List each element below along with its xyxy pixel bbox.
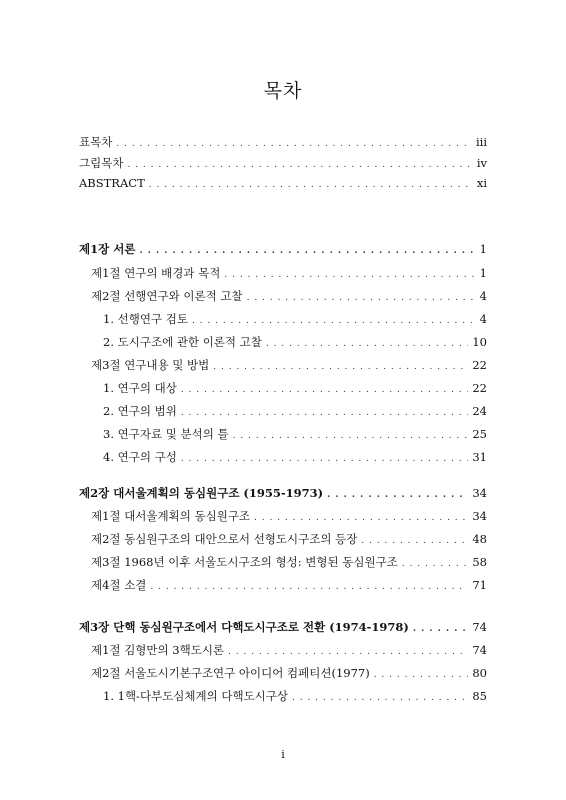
toc-label: 4. 연구의 구성 xyxy=(103,450,177,464)
page-number-footer: i xyxy=(281,748,285,761)
toc-page-number: ⅳ xyxy=(476,156,487,170)
toc-page-number: 22 xyxy=(472,381,487,395)
toc-label: 1. 선행연구 검토 xyxy=(103,312,188,326)
toc-entry-section[interactable] xyxy=(0,265,566,285)
toc-page-number: 34 xyxy=(472,486,487,500)
leader-dots xyxy=(361,536,468,546)
toc-entry-front-figures[interactable] xyxy=(0,155,566,175)
toc-page-number: 85 xyxy=(472,689,487,703)
leader-dots xyxy=(266,339,468,349)
toc-label: 1. 연구의 대상 xyxy=(103,381,177,395)
toc-page-number: 1 xyxy=(479,242,487,256)
toc-page-number: 1 xyxy=(479,266,487,280)
leader-dots xyxy=(224,270,475,280)
toc-page-number: 74 xyxy=(472,620,487,634)
toc-page-number: 74 xyxy=(472,643,487,657)
toc-entry-section[interactable] xyxy=(0,642,566,662)
toc-label: 2. 도시구조에 관한 이론적 고찰 xyxy=(103,335,262,349)
toc-label: ABSTRACT xyxy=(79,176,145,190)
toc-page-number: 34 xyxy=(472,509,487,523)
toc-label: 제2절 선행연구와 이론적 고찰 xyxy=(91,289,243,303)
toc-entry-subsection[interactable] xyxy=(0,403,566,423)
toc-entry-section[interactable] xyxy=(0,508,566,528)
toc-entry-subsection[interactable] xyxy=(0,688,566,708)
toc-entry-chapter-2[interactable] xyxy=(0,485,566,505)
toc-page-number: 80 xyxy=(472,666,487,680)
toc-label: 제1절 연구의 배경과 목적 xyxy=(91,266,221,280)
leader-dots xyxy=(247,293,476,303)
toc-page-number: ⅲ xyxy=(475,135,487,149)
toc-page-number: 24 xyxy=(472,404,487,418)
leader-dots xyxy=(254,513,468,523)
toc-entry-subsection[interactable] xyxy=(0,311,566,331)
toc-entry-chapter-3[interactable] xyxy=(0,619,566,639)
toc-entry-section[interactable] xyxy=(0,554,566,574)
toc-label: 표목차 xyxy=(79,135,113,149)
toc-entry-subsection[interactable] xyxy=(0,449,566,469)
toc-label: 제1절 대서울계획의 동심원구조 xyxy=(91,509,251,523)
leader-dots xyxy=(127,160,472,170)
toc-label: 제1장 서론 xyxy=(79,242,136,256)
toc-entry-section[interactable] xyxy=(0,665,566,685)
toc-label: 제3장 단핵 동심원구조에서 다핵도시구조로 전환 (1974-1978) xyxy=(79,620,409,634)
toc-entry-section[interactable] xyxy=(0,577,566,597)
leader-dots xyxy=(213,362,468,372)
toc-entry-section[interactable] xyxy=(0,531,566,551)
leader-dots xyxy=(116,139,472,149)
toc-page-number: 22 xyxy=(472,358,487,372)
toc-page-number: 4 xyxy=(479,289,487,303)
leader-dots xyxy=(228,647,468,657)
toc-entry-subsection[interactable] xyxy=(0,426,566,446)
toc-label: 제2절 서울도시기본구조연구 아이디어 컴페티션(1977) xyxy=(91,666,370,680)
toc-label: 제1절 김형만의 3핵도시론 xyxy=(91,643,225,657)
toc-page-number: 4 xyxy=(479,312,487,326)
leader-dots xyxy=(374,670,469,680)
toc-page-number: ⅹⅰ xyxy=(476,176,487,190)
leader-dots xyxy=(149,180,473,190)
page-title: 목차 xyxy=(263,80,303,102)
toc-label: 제4절 소결 xyxy=(91,578,147,592)
toc-entry-chapter-1[interactable] xyxy=(0,241,566,261)
toc-entry-subsection[interactable] xyxy=(0,334,566,354)
leader-dots xyxy=(139,246,475,256)
toc-page-number: 58 xyxy=(472,555,487,569)
toc-page-number: 31 xyxy=(472,450,487,464)
toc-label: 그림목차 xyxy=(79,156,124,170)
leader-dots xyxy=(233,431,469,441)
toc-label: 제3절 연구내용 및 방법 xyxy=(91,358,210,372)
toc-entry-section[interactable] xyxy=(0,357,566,377)
leader-dots xyxy=(402,559,469,569)
toc-entry-section[interactable] xyxy=(0,288,566,308)
toc-label: 3. 연구자료 및 분석의 틀 xyxy=(103,427,229,441)
toc-page-number: 25 xyxy=(472,427,487,441)
toc-label: 제2장 대서울계획의 동심원구조 (1955-1973) xyxy=(79,486,324,500)
toc-entry-front-abstract[interactable] xyxy=(0,176,566,196)
toc-page-number: 48 xyxy=(472,532,487,546)
leader-dots xyxy=(192,316,476,326)
toc-page-number: 10 xyxy=(472,335,487,349)
leader-dots xyxy=(413,624,468,634)
leader-dots xyxy=(181,454,469,464)
toc-page-number: 71 xyxy=(472,578,487,592)
leader-dots xyxy=(327,490,468,500)
leader-dots xyxy=(181,385,469,395)
toc-label: 2. 연구의 범위 xyxy=(103,404,177,418)
leader-dots xyxy=(292,693,468,703)
toc-label: 1. 1핵-다부도심체계의 다핵도시구상 xyxy=(103,689,289,703)
leader-dots xyxy=(150,582,468,592)
leader-dots xyxy=(181,408,469,418)
toc-entry-front-tables[interactable] xyxy=(0,134,566,154)
toc-label: 제3절 1968년 이후 서울도시구조의 형성: 변형된 동심원구조 xyxy=(91,555,398,569)
toc-label: 제2절 동심원구조의 대안으로서 선형도시구조의 등장 xyxy=(91,532,358,546)
toc-entry-subsection[interactable] xyxy=(0,380,566,400)
